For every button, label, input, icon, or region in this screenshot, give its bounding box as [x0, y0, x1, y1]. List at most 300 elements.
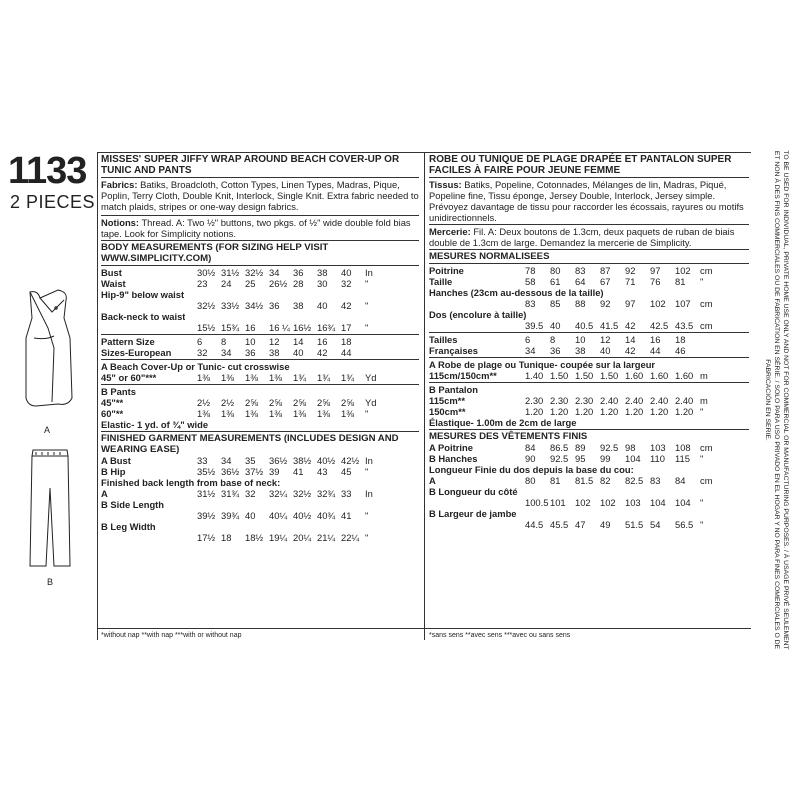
- table-cell: 36: [269, 300, 280, 311]
- table-cell: 97: [625, 298, 636, 309]
- table-cell: 2½: [221, 397, 235, 408]
- table-row: [101, 289, 419, 300]
- row-label: Longueur Finie du dos depuis la base du cou:: [429, 464, 634, 475]
- unit: ": [365, 408, 369, 419]
- row-label: A Poitrine: [429, 442, 473, 453]
- table-cell: 40½: [317, 455, 336, 466]
- table-cell: 6: [197, 336, 203, 347]
- unit: Yd: [365, 372, 377, 383]
- table-cell: 6: [525, 334, 531, 345]
- row-label: Back-neck to waist: [101, 311, 186, 322]
- table-cell: 54: [650, 519, 661, 530]
- unit: [365, 336, 379, 347]
- table-cell: 42: [625, 345, 636, 356]
- table-cell: 22¼: [341, 532, 360, 543]
- french-finished-measurements-heading: MESURES DES VÊTEMENTS FINIS: [429, 431, 588, 442]
- table-cell: 26½: [269, 278, 288, 289]
- table-cell: 39: [269, 466, 280, 477]
- table-row: [429, 334, 749, 345]
- table-cell: 103: [625, 497, 641, 508]
- table-cell: 32½: [197, 300, 216, 311]
- table-row: [101, 408, 419, 419]
- table-cell: 84: [675, 475, 686, 486]
- row-label: B Longueur du côté: [429, 486, 518, 497]
- table-cell: 71: [625, 276, 636, 287]
- row-label: [429, 497, 525, 508]
- unit: [700, 345, 714, 356]
- table-cell: 1⅜: [197, 408, 211, 419]
- table-cell: 84: [525, 442, 536, 453]
- table-row: [101, 455, 419, 466]
- table-row: [429, 464, 749, 475]
- table-cell: 78: [525, 265, 536, 276]
- unit: In: [365, 455, 373, 466]
- english-footnote: *without nap **with nap ***with or without nap: [101, 632, 242, 639]
- table-cell: 1.20: [650, 406, 669, 417]
- table-cell: 102: [675, 265, 691, 276]
- unit: Yd: [365, 397, 377, 408]
- table-cell: 2.40: [675, 395, 694, 406]
- table-cell: 83: [650, 475, 661, 486]
- table-cell: 80: [525, 475, 536, 486]
- bottom-rule: [97, 628, 751, 629]
- row-label: [429, 519, 525, 530]
- table-cell: 32½: [293, 488, 312, 499]
- table-cell: 88: [575, 298, 586, 309]
- table-cell: 56.5: [675, 519, 694, 530]
- row-label: Dos (encolure à taille): [429, 309, 527, 320]
- table-cell: 24: [221, 278, 232, 289]
- row-label: B Largeur de jambe: [429, 508, 517, 519]
- table-cell: 2.30: [525, 395, 544, 406]
- row-label: Hanches (23cm au-dessous de la taille): [429, 287, 604, 298]
- table-row: [429, 497, 749, 508]
- table-cell: 15¾: [221, 322, 240, 333]
- table-cell: 42: [341, 300, 352, 311]
- unit: '': [700, 519, 704, 530]
- unit: ": [700, 276, 704, 287]
- table-cell: 90: [525, 453, 536, 464]
- table-cell: 102: [575, 497, 591, 508]
- table-cell: 47: [575, 519, 586, 530]
- french-view-a-table: [429, 370, 749, 381]
- table-cell: 32½: [245, 267, 264, 278]
- french-view-b-table: [429, 395, 749, 417]
- french-fabrics: Tissus: Batiks, Popeline, Cotonnades, Mélanges de lin, Madras, Piqué, Popeline fine, Tissu éponge, Jersey Double, Interlock, Jersey simple. Prévoyez davantage de tissu pour raccorder les écossais, rayures ou motifs unidirectionnels.: [429, 179, 744, 223]
- table-cell: 42½: [341, 455, 360, 466]
- english-view-a-heading: A Beach Cover-Up or Tunic- cut crosswise: [101, 361, 290, 372]
- table-cell: 35: [245, 455, 256, 466]
- table-cell: 33½: [221, 300, 240, 311]
- table-row: [101, 336, 419, 347]
- row-label: B Hip: [101, 466, 126, 477]
- table-row: [101, 372, 419, 383]
- row-label: Poitrine: [429, 265, 464, 276]
- table-cell: 14: [293, 336, 304, 347]
- table-cell: 10: [245, 336, 256, 347]
- table-cell: 8: [221, 336, 227, 347]
- table-row: [101, 532, 419, 543]
- english-body-measurements-table: [101, 267, 419, 333]
- table-cell: 36½: [269, 455, 288, 466]
- table-cell: 15½: [197, 322, 216, 333]
- table-cell: 1.60: [675, 370, 694, 381]
- row-label: B Leg Width: [101, 521, 156, 532]
- table-cell: 49: [600, 519, 611, 530]
- french-view-b-heading: B Pantalon: [429, 384, 478, 395]
- table-cell: 1.20: [525, 406, 544, 417]
- usage-notice-text: TO BE USED FOR INDIVIDUAL, PRIVATE HOME USE ONLY AND NOT FOR COMMERCIAL OR MANUFACTURING PURPOSES. / À USAGE PRIVÉ SEULEMENT ET NON À DES FINS COMMERCIALES OU DE FABRICATION EN SÉRIE. / SOLO PARA USO PRIVADO EN EL HOGAR Y NO PARA FINES COMERCIALES O DE FABRICACIÓN EN SERIE.: [764, 150, 789, 650]
- table-cell: 115: [675, 453, 690, 464]
- table-row: [101, 267, 419, 278]
- row-label: Sizes-European: [101, 347, 172, 358]
- table-row: [429, 486, 749, 497]
- unit: cm: [700, 265, 713, 276]
- english-fabrics: Fabrics: Batiks, Broadcloth, Cotton Types, Linen Types, Madras, Pique, Poplin, Terry Cloth, Double Knit, Interlock, Single Knit. Extra fabric needed to match plaids, stripes or one-way design fabrics.: [101, 179, 419, 212]
- table-cell: 12: [269, 336, 280, 347]
- table-cell: 43: [317, 466, 328, 477]
- table-cell: 1⅜: [341, 408, 355, 419]
- table-cell: 32¼: [269, 488, 288, 499]
- table-cell: 16: [650, 334, 661, 345]
- table-cell: 18: [675, 334, 686, 345]
- french-view-a-heading: A Robe de plage ou Tunique- coupée sur la largeur: [429, 359, 656, 370]
- table-cell: 102: [650, 298, 666, 309]
- table-row: [429, 287, 749, 298]
- table-cell: 39.5: [525, 320, 544, 331]
- table-cell: 83: [525, 298, 536, 309]
- table-row: [101, 466, 419, 477]
- table-cell: 1.50: [550, 370, 569, 381]
- table-row: [429, 442, 749, 453]
- table-cell: 31½: [197, 488, 216, 499]
- top-rule: [97, 152, 751, 153]
- table-cell: 51.5: [625, 519, 644, 530]
- english-view-a-table: [101, 372, 419, 383]
- french-elastic: Élastique- 1.00m de 2cm de large: [429, 417, 577, 428]
- row-label: Finished back length from base of neck:: [101, 477, 281, 488]
- row-label: [101, 300, 197, 311]
- table-cell: 92: [600, 298, 611, 309]
- table-row: [429, 519, 749, 530]
- table-cell: 44: [341, 347, 352, 358]
- table-cell: 81.5: [575, 475, 594, 486]
- table-row: [101, 488, 419, 499]
- table-cell: 1.20: [550, 406, 569, 417]
- english-column: [101, 154, 419, 543]
- unit: ": [365, 300, 369, 311]
- table-row: [429, 370, 749, 381]
- pants-illustration: [28, 448, 72, 570]
- french-body-measurements-table: [429, 265, 749, 331]
- english-view-b-table: [101, 397, 419, 419]
- english-body-measurements-heading: BODY MEASUREMENTS (FOR SIZING HELP VISIT WWW.SIMPLICITY.COM): [101, 242, 329, 264]
- row-label: [101, 510, 197, 521]
- table-cell: 20¼: [293, 532, 312, 543]
- table-row: [101, 521, 419, 532]
- table-row: [429, 508, 749, 519]
- row-label: A: [101, 488, 108, 499]
- table-cell: 92.5: [600, 442, 619, 453]
- table-cell: 28: [293, 278, 304, 289]
- table-cell: 98: [625, 442, 636, 453]
- table-row: [101, 347, 419, 358]
- row-label: Taille: [429, 276, 453, 287]
- english-notions: Notions: Thread. A: Two ½" buttons, two pkgs. of ½" wide double fold bias tape. Look for Simplicity notions.: [101, 217, 411, 239]
- table-cell: 40¾: [317, 510, 336, 521]
- table-cell: 46: [675, 345, 686, 356]
- table-cell: 43.5: [675, 320, 694, 331]
- table-cell: 1⅜: [221, 372, 235, 383]
- table-row: [429, 309, 749, 320]
- table-cell: 1.20: [575, 406, 594, 417]
- row-label: [101, 532, 197, 543]
- row-label: B Side Length: [101, 499, 165, 510]
- table-cell: 2⅝: [317, 397, 331, 408]
- usage-notice: [760, 150, 790, 650]
- table-row: [101, 477, 419, 488]
- row-label: [429, 320, 525, 331]
- table-cell: 85: [550, 298, 561, 309]
- french-footnote: *sans sens **avec sens ***avec ou sans sens: [429, 632, 571, 639]
- table-cell: 31½: [221, 267, 240, 278]
- table-cell: 39½: [197, 510, 216, 521]
- table-cell: 34½: [245, 300, 264, 311]
- table-row: [429, 265, 749, 276]
- table-cell: 32¾: [317, 488, 336, 499]
- table-cell: 36: [245, 347, 256, 358]
- table-cell: 19¼: [269, 532, 288, 543]
- figure-a-label: A: [44, 425, 51, 435]
- table-cell: 39¾: [221, 510, 240, 521]
- table-cell: 32: [197, 347, 208, 358]
- table-row: [101, 510, 419, 521]
- table-cell: 1⅜: [317, 408, 331, 419]
- table-cell: 40: [600, 345, 611, 356]
- table-row: [429, 406, 749, 417]
- table-cell: 1.20: [600, 406, 619, 417]
- table-row: [101, 499, 419, 510]
- center-column-divider: [424, 152, 425, 640]
- table-row: [429, 345, 749, 356]
- table-cell: 34: [221, 455, 232, 466]
- table-cell: 33: [197, 455, 208, 466]
- table-cell: 2⅝: [293, 397, 307, 408]
- table-cell: 104: [625, 453, 641, 464]
- table-cell: 1¾: [317, 372, 331, 383]
- unit: m: [700, 370, 708, 381]
- table-cell: 18: [221, 532, 232, 543]
- english-view-b-heading: B Pants: [101, 386, 136, 397]
- table-row: [429, 475, 749, 486]
- table-cell: 1⅜: [197, 372, 211, 383]
- table-cell: 2.40: [650, 395, 669, 406]
- row-label: 45"**: [101, 397, 124, 408]
- table-cell: 110: [650, 453, 665, 464]
- table-cell: 101: [550, 497, 566, 508]
- row-label: B Hanches: [429, 453, 478, 464]
- table-cell: 40: [550, 320, 561, 331]
- table-cell: 87: [600, 265, 611, 276]
- table-cell: 104: [650, 497, 666, 508]
- table-row: [101, 278, 419, 289]
- table-cell: 41: [341, 510, 352, 521]
- table-cell: 2⅝: [245, 397, 259, 408]
- table-cell: 8: [550, 334, 556, 345]
- table-cell: 45: [341, 466, 352, 477]
- table-cell: 42.5: [650, 320, 669, 331]
- table-cell: 18: [341, 336, 352, 347]
- table-cell: 40: [245, 510, 256, 521]
- table-cell: 1.50: [600, 370, 619, 381]
- unit: ": [700, 406, 704, 417]
- table-cell: 86.5: [550, 442, 569, 453]
- table-cell: 67: [600, 276, 611, 287]
- table-cell: 82: [600, 475, 611, 486]
- table-cell: 2½: [197, 397, 211, 408]
- unit: cm: [700, 320, 713, 331]
- table-cell: 34: [269, 267, 280, 278]
- unit: ": [365, 532, 369, 543]
- table-cell: 83: [575, 265, 586, 276]
- table-cell: 40.5: [575, 320, 594, 331]
- table-row: [101, 322, 419, 333]
- table-row: [429, 298, 749, 309]
- table-cell: 16 ¼: [269, 322, 290, 333]
- table-cell: 33: [341, 488, 352, 499]
- row-label: [429, 298, 525, 309]
- table-cell: 17: [341, 322, 352, 333]
- table-cell: 16: [245, 322, 256, 333]
- table-cell: 92: [625, 265, 636, 276]
- table-cell: 108: [675, 442, 691, 453]
- table-cell: 42: [625, 320, 636, 331]
- french-sizes-table: [429, 334, 749, 356]
- table-cell: 1⅜: [221, 408, 235, 419]
- table-cell: 99: [600, 453, 611, 464]
- row-label: Hip-9" below waist: [101, 289, 185, 300]
- table-cell: 1.20: [675, 406, 694, 417]
- english-finished-measurements-table: [101, 455, 419, 543]
- table-row: [429, 276, 749, 287]
- table-cell: 103: [650, 442, 666, 453]
- english-sizes-table: [101, 336, 419, 358]
- row-label: Pattern Size: [101, 336, 155, 347]
- table-cell: 34: [525, 345, 536, 356]
- table-cell: 31¾: [221, 488, 240, 499]
- row-label: 150cm**: [429, 406, 466, 417]
- table-cell: 58: [525, 276, 536, 287]
- table-row: [429, 320, 749, 331]
- table-cell: 92.5: [550, 453, 569, 464]
- unit: cm: [700, 442, 713, 453]
- table-cell: 102: [600, 497, 616, 508]
- unit: ": [365, 510, 369, 521]
- row-label: Françaises: [429, 345, 478, 356]
- table-cell: 40¼: [269, 510, 288, 521]
- table-cell: 16½: [293, 322, 312, 333]
- table-cell: 25: [245, 278, 256, 289]
- table-cell: 1.60: [625, 370, 644, 381]
- figure-b-label: B: [47, 577, 54, 587]
- french-finished-measurements-table: [429, 442, 749, 530]
- table-cell: 100.5: [525, 497, 549, 508]
- table-row: [429, 395, 749, 406]
- table-cell: 1.50: [575, 370, 594, 381]
- table-cell: 97: [650, 265, 661, 276]
- table-cell: 1⅜: [245, 408, 259, 419]
- table-cell: 32: [245, 488, 256, 499]
- table-cell: 1⅜: [245, 372, 259, 383]
- table-cell: 2⅝: [341, 397, 355, 408]
- table-cell: 41: [293, 466, 304, 477]
- row-label: [101, 322, 197, 333]
- table-cell: 61: [550, 276, 561, 287]
- unit: m: [700, 395, 708, 406]
- unit: cm: [700, 298, 713, 309]
- table-cell: 38: [293, 300, 304, 311]
- table-cell: 40: [317, 300, 328, 311]
- unit: ": [700, 497, 704, 508]
- table-cell: 32: [341, 278, 352, 289]
- table-cell: 1⅜: [269, 408, 283, 419]
- unit: [365, 347, 379, 358]
- table-cell: 23: [197, 278, 208, 289]
- french-body-measurements-heading: MESURES NORMALISEES: [429, 251, 550, 262]
- table-cell: 64: [575, 276, 586, 287]
- table-cell: 16¾: [317, 322, 336, 333]
- row-label: A: [429, 475, 436, 486]
- unit: ": [700, 453, 704, 464]
- table-row: [101, 311, 419, 322]
- unit: ": [365, 278, 369, 289]
- row-label: 45" or 60"***: [101, 372, 157, 383]
- table-cell: 35½: [197, 466, 216, 477]
- tunic-illustration: [18, 288, 80, 418]
- table-cell: 107: [675, 298, 691, 309]
- table-cell: 1.40: [525, 370, 544, 381]
- pattern-number: 1133: [8, 150, 87, 192]
- table-cell: 2.40: [625, 395, 644, 406]
- row-label: Bust: [101, 267, 122, 278]
- table-cell: 36: [293, 267, 304, 278]
- table-cell: 82.5: [625, 475, 644, 486]
- table-cell: 38½: [293, 455, 312, 466]
- pieces-count: 2 PIECES: [10, 192, 96, 212]
- table-cell: 80: [550, 265, 561, 276]
- table-cell: 21¼: [317, 532, 336, 543]
- english-finished-measurements-heading: FINISHED GARMENT MEASUREMENTS (INCLUDES DESIGN AND WEARING EASE): [101, 433, 399, 455]
- table-cell: 40½: [293, 510, 312, 521]
- table-cell: 12: [600, 334, 611, 345]
- table-cell: 42: [317, 347, 328, 358]
- table-cell: 40: [293, 347, 304, 358]
- table-cell: 1¾: [293, 372, 307, 383]
- unit: [700, 334, 714, 345]
- table-cell: 2.30: [550, 395, 569, 406]
- table-cell: 36: [550, 345, 561, 356]
- english-title: MISSES' SUPER JIFFY WRAP AROUND BEACH COVER-UP OR TUNIC AND PANTS: [101, 154, 400, 176]
- table-row: [101, 300, 419, 311]
- unit: ": [365, 322, 369, 333]
- table-cell: 2⅝: [269, 397, 283, 408]
- row-label: A Bust: [101, 455, 131, 466]
- table-cell: 76: [650, 276, 661, 287]
- unit: ": [365, 466, 369, 477]
- table-cell: 34: [221, 347, 232, 358]
- unit: In: [365, 267, 373, 278]
- row-label: Waist: [101, 278, 126, 289]
